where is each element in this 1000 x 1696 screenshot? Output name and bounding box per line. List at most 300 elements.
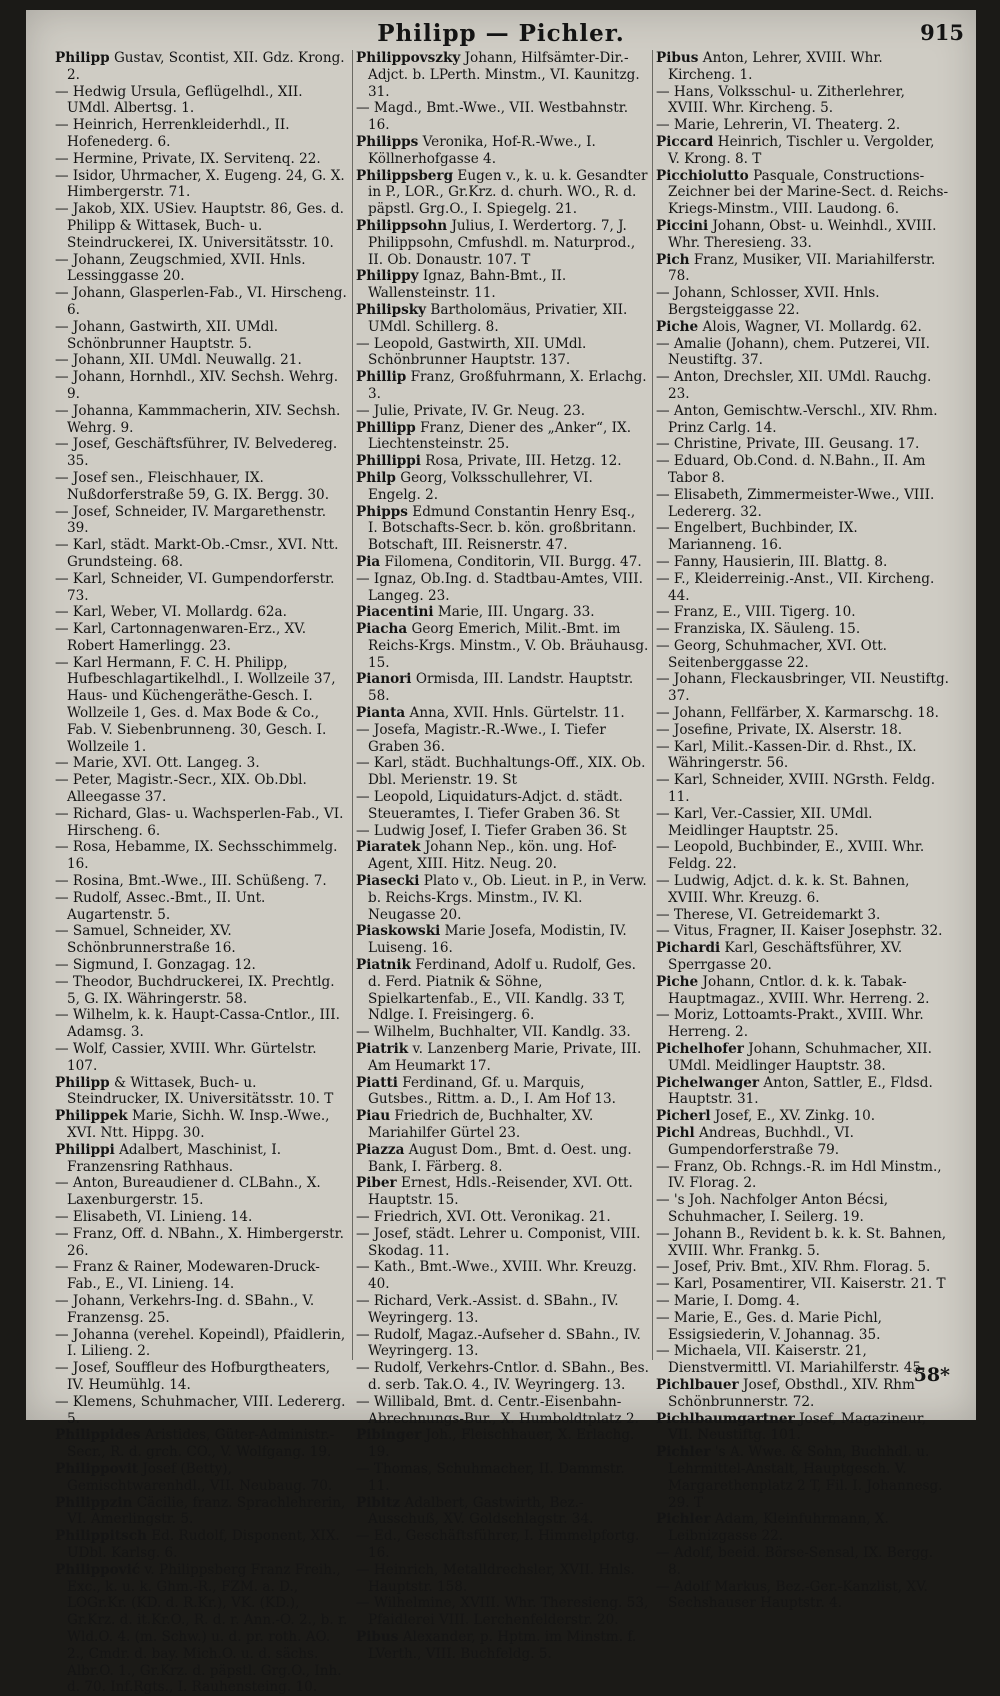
directory-entry [55, 621, 349, 655]
entry-surname: Piau [356, 1108, 391, 1125]
entry-surname: Pich [656, 251, 690, 268]
directory-entry [55, 873, 349, 890]
directory-entry [55, 436, 349, 470]
directory-entry [55, 1226, 349, 1260]
entry-details: — Elisabeth, Zimmermeister-Wwe., VIII. Ledererg. 32. [656, 486, 935, 520]
entry-surname: Phillip [356, 369, 407, 386]
directory-entry [656, 974, 949, 1008]
directory-entry [55, 839, 349, 873]
entry-details: — Moriz, Lottoamts-Prakt., XVIII. Whr. Herreng. 2. [656, 1007, 924, 1041]
directory-entry [656, 1075, 949, 1109]
entry-details: — Magd., Bmt.-Wwe., VII. Westbahnstr. 16. [356, 100, 629, 134]
entry-details: — Friedrich, XVI. Ott. Veronikag. 21. [356, 1208, 611, 1225]
entry-details: — Johann, Schlosser, XVII. Hnls. Bergsteiggasse 22. [656, 285, 880, 318]
entry-details: Heinrich, Tischler u. Vergolder, V. Krong. 8. T [668, 133, 935, 167]
directory-entry [656, 1159, 949, 1193]
directory-entry [356, 369, 649, 403]
directory-entry [656, 940, 949, 974]
entry-details: Adalbert, Maschinist, I. Franzensring Rathhaus. [67, 1141, 282, 1175]
entry-details: — Richard, Glas- u. Wachsperlen-Fab., VI. Hirscheng. 6. [55, 805, 344, 839]
directory-entry [656, 168, 949, 218]
directory-entry [356, 504, 649, 554]
directory-entry [356, 403, 649, 420]
entry-surname: Pichelhofer [656, 1041, 744, 1058]
entry-details: Johann, Obst- u. Weinhdl., XVIII. Whr. Theresieng. 33. [668, 217, 937, 251]
entry-details: Johann Nep., kön. ung. Hof-Agent, XIII. Hitz. Neug. 20. [368, 839, 617, 873]
entry-surname: Pichardi [656, 940, 721, 957]
entry-details: Ernest, Hdls.-Reisender, XVI. Ott. Hauptstr. 15. [368, 1175, 633, 1209]
entry-details: — Klemens, Schuhmacher, VIII. Ledererg. 5. [55, 1393, 346, 1427]
entry-surname: Pibinger [356, 1427, 422, 1444]
entry-surname: Philippovit [55, 1460, 139, 1477]
directory-entry [656, 806, 949, 840]
entry-details: Georg Emerich, Milit.-Bmt. im Reichs-Krgs. Minstm., V. Ob. Bräuhausg. 15. [368, 621, 649, 671]
directory-entry [656, 336, 949, 370]
entry-surname: Picherl [656, 1108, 711, 1125]
entry-details: Ormisda, III. Landstr. Hauptstr. 58. [368, 671, 634, 705]
entry-details: Rosa, Private, III. Hetzg. 12. [425, 453, 622, 470]
directory-entry [356, 1075, 649, 1109]
directory-entry [656, 403, 949, 437]
entry-surname: Piaratek [356, 839, 421, 856]
directory-entry [656, 1343, 949, 1377]
entry-details: Anton, Sattler, E., Fldsd. Hauptstr. 31. [668, 1074, 933, 1108]
directory-entry [656, 1579, 949, 1613]
entry-details: — Leopold, Buchbinder, E., XVIII. Whr. Feldg. 22. [656, 839, 925, 873]
entry-details: Marie Josefa, Modistin, IV. Luiseng. 16. [368, 923, 627, 957]
entry-details: — Michaela, VII. Kaiserstr. 21, Dienstvermittl. VI. Mariahilferstr. 45. [656, 1343, 926, 1377]
directory-entry [656, 772, 949, 806]
entry-details: — Hans, Volksschul- u. Zitherlehrer, XVIII. Whr. Kircheng. 5. [656, 83, 905, 117]
directory-entry [656, 554, 949, 571]
entry-details: — Theodor, Buchdruckerei, IX. Prechtlg. 5, G. IX. Währingerstr. 58. [55, 973, 335, 1007]
directory-entry [55, 1427, 349, 1461]
entry-details: — Josef sen., Fleischhauer, IX. Nußdorferstraße 59, G. IX. Bergg. 30. [55, 469, 330, 503]
directory-entry [356, 1327, 649, 1361]
entry-details: — Johann, Fleckausbringer, VII. Neustiftg. 37. [656, 671, 949, 705]
entry-details: Plato v., Ob. Lieut. in P., in Verw. b. Reichs-Krgs. Minstm., IV. Kl. Neugasse 20. [368, 873, 647, 923]
entry-details: — Marie, E., Ges. d. Marie Pichl, Essigsiederin, V. Johannag. 35. [656, 1309, 882, 1343]
directory-entry [656, 621, 949, 638]
directory-entry [356, 336, 649, 370]
page-signature: 58* [913, 1364, 950, 1386]
directory-entry [356, 923, 649, 957]
directory-entry [656, 134, 949, 168]
directory-entry [656, 285, 949, 319]
directory-entry [55, 1293, 349, 1327]
directory-entry [356, 1595, 649, 1629]
directory-entry [55, 537, 349, 571]
directory-entry [55, 1007, 349, 1041]
directory-entry [656, 1007, 949, 1041]
entry-surname: Phillipp [356, 419, 416, 436]
directory-entry [356, 100, 649, 134]
entry-details: Joh., Fleischhauer, X. Erlachg. 19. [368, 1427, 635, 1461]
directory-entry [656, 1377, 949, 1411]
directory-entry [356, 1293, 649, 1327]
directory-entry [55, 806, 349, 840]
entry-details: — Isidor, Uhrmacher, X. Eugeng. 24, G. X. Himbergerstr. 71. [55, 167, 345, 201]
directory-entry [55, 1562, 349, 1696]
directory-page [26, 10, 976, 1696]
entry-details: — Georg, Schuhmacher, XVI. Ott. Seitenberggasse 22. [656, 637, 887, 671]
entry-details: Alexander, p. Hptm. im Minstm. f. LVerth., VIII. Buchfeldg. 5. [368, 1628, 637, 1662]
directory-entry [55, 319, 349, 353]
directory-entry [356, 470, 649, 504]
entry-surname: Pianta [356, 705, 406, 722]
directory-entry [356, 604, 649, 621]
directory-entry [356, 1427, 649, 1461]
directory-entry [55, 974, 349, 1008]
directory-entry [656, 1192, 949, 1226]
entry-details: — Wilhelm, Buchhalter, VII. Kandlg. 33. [356, 1024, 631, 1041]
directory-entry [55, 957, 349, 974]
entry-surname: Piasecki [356, 873, 420, 890]
directory-entry [656, 117, 949, 134]
entry-details: Johann, Cntlor. d. k. k. Tabak-Hauptmagaz., XVIII. Whr. Herreng. 2. [668, 973, 930, 1007]
directory-entry [356, 1259, 649, 1293]
directory-entry [55, 1394, 349, 1428]
directory-entry [356, 1209, 649, 1226]
entry-surname: Pibus [656, 50, 699, 66]
directory-entry [55, 571, 349, 605]
entry-details: — Thomas, Schuhmacher, II. Dammstr. 11. [356, 1460, 625, 1494]
directory-entry [656, 722, 949, 739]
entry-details: Friedrich de, Buchhalter, XV. Mariahilfer Gürtel 23. [368, 1108, 594, 1141]
entry-surname: Philippović [55, 1561, 141, 1578]
entry-surname: Pibus [356, 1628, 399, 1645]
directory-entry [356, 873, 649, 923]
directory-entry [356, 1394, 649, 1428]
directory-entry [356, 1562, 649, 1596]
entry-details: — Josef, Geschäftsführer, IV. Belvedereg. 35. [55, 436, 338, 470]
entry-details: Georg, Volksschullehrer, VI. Engelg. 2. [368, 469, 593, 503]
entry-details: — Leopold, Liquidaturs-Adjct. d. städt. Steueramtes, I. Tiefer Graben 36. St [356, 789, 623, 822]
entry-details: — Franz & Rainer, Modewaren-Druck-Fab., E., VI. Linieng. 14. [55, 1259, 320, 1293]
entry-details: — Ed., Geschäftsführer, I. Himmelpfortg. 16. [356, 1528, 640, 1561]
directory-entry [55, 1327, 349, 1361]
entry-details: — Elisabeth, VI. Linieng. 14. [55, 1208, 253, 1225]
entry-details: — Kath., Bmt.-Wwe., XVIII. Whr. Kreuzg. 40. [356, 1259, 637, 1293]
entry-surname: Piccard [656, 133, 714, 150]
entry-surname: Philippzin [55, 1494, 133, 1511]
entry-details: Franz, Musiker, VII. Mariahilferstr. 78. [668, 251, 936, 285]
entry-details: Franz, Diener des „Anker“, IX. Liechtensteinstr. 25. [368, 419, 632, 453]
directory-entry [55, 252, 349, 286]
directory-entry [656, 1108, 949, 1125]
directory-entry [356, 705, 649, 722]
directory-entry [55, 1259, 349, 1293]
entry-surname: Piacentini [356, 604, 434, 621]
entry-details: — Karl, städt. Buchhaltungs-Off., XIX. Ob. Dbl. Merienstr. 19. St [356, 755, 646, 789]
entry-details: — Adolf Markus, Bez.-Ger.-Kanzlist, XV. Sechshauser Hauptstr. 4. [656, 1578, 928, 1612]
entry-details: — Johann, XII. UMdl. Neuwallg. 21. [55, 352, 302, 369]
entry-surname: Piatrik [356, 1041, 409, 1058]
directory-entry [656, 705, 949, 722]
entry-details: Franz, Großfuhrmann, X. Erlachg. 3. [368, 369, 647, 402]
entry-details: — Johann, Verkehrs-Ing. d. SBahn., V. Franzensg. 25. [55, 1292, 315, 1326]
directory-entry [55, 504, 349, 538]
entry-details: — Franziska, IX. Säuleng. 15. [656, 621, 861, 638]
entry-details: — Willibald, Bmt. d. Centr.-Eisenbahn-Abrechnungs-Bur., X. Humboldtplatz 2. [356, 1393, 639, 1427]
entry-details: — Josef, städt. Lehrer u. Componist, VIII. Skodag. 11. [356, 1225, 641, 1259]
entry-details: — Rudolf, Magaz.-Aufseher d. SBahn., IV. Weyringerg. 13. [356, 1326, 641, 1360]
entry-details: — Josef, Schneider, IV. Margarethenstr. 39. [55, 503, 327, 537]
entry-details: Josef (Betty), Gemischtwarenhdl., VII. Neubaug. 70. [67, 1460, 333, 1494]
entry-details: — Josef, Souffleur des Hofburgtheaters, IV. Heumühlg. 14. [55, 1360, 331, 1393]
entry-details: — Ludwig, Adjct. d. k. k. St. Bahnen, XVIII. Whr. Kreuzg. 6. [656, 873, 910, 906]
entry-details: — Johann, Gastwirth, XII. UMdl. Schönbrunner Hauptstr. 5. [55, 318, 279, 352]
directory-entry [55, 755, 349, 772]
directory-entry [55, 1108, 349, 1142]
entry-surname: Phillippi [356, 453, 421, 470]
directory-entry [356, 1175, 649, 1209]
entry-details: Andreas, Buchhdl., VI. Gumpendorferstraße 79. [668, 1125, 854, 1158]
entry-surname: Piber [356, 1175, 397, 1192]
entry-surname: Pichelwanger [656, 1074, 760, 1091]
directory-entry [656, 1310, 949, 1344]
directory-entry [656, 50, 949, 84]
entry-surname: Philp [356, 469, 396, 486]
directory-entry [356, 453, 649, 470]
entry-details: Filomena, Conditorin, VII. Burgg. 47. [384, 553, 642, 570]
directory-entry [55, 1075, 349, 1109]
directory-entry [55, 1175, 349, 1209]
entry-details: — Karl, städt. Markt-Ob.-Cmsr., XVI. Ntt. Grundsteing. 68. [55, 537, 339, 570]
entry-surname: Phipps [356, 503, 408, 520]
entry-details: Veronika, Hof-R.-Wwe., I. Köllnerhofgasse 4. [368, 133, 596, 167]
entry-details: — Johann, Hornhdl., XIV. Sechsh. Wehrg. 9. [55, 369, 339, 402]
directory-entry [656, 739, 949, 773]
entry-details: Josef, E., XV. Zinkg. 10. [714, 1108, 876, 1125]
directory-entry [656, 1444, 949, 1511]
entry-details: — Johann, Glasperlen-Fab., VI. Hirscheng. 6. [55, 285, 347, 318]
entry-details: — Johann, Fellfärber, X. Karmarschg. 18. [656, 705, 939, 722]
directory-entry [656, 1259, 949, 1276]
entry-details: v. Lanzenberg Marie, Private, III. Am Heumarkt 17. [368, 1041, 642, 1074]
directory-entry [356, 268, 649, 302]
directory-entry [356, 1461, 649, 1495]
directory-entry [356, 420, 649, 454]
directory-entry [356, 839, 649, 873]
entry-surname: Piccini [656, 217, 709, 234]
directory-entry [55, 890, 349, 924]
directory-entry [55, 50, 349, 84]
directory-entry [356, 1226, 649, 1260]
directory-columns [52, 50, 964, 1696]
entry-details: Ferdinand, Adolf u. Rudolf, Ges. d. Ferd. Piatnik & Söhne, Spielkartenfab., E., VII. Kandlg. 33 T, Ndlge. I. Freisingerg. 6. [368, 957, 636, 1024]
directory-entry [356, 957, 649, 1024]
entry-details: — Jakob, XIX. USiev. Hauptstr. 86, Ges. d. Philipp & Wittasek, Buch- u. Steindruckerei, IX. Universitätsstr. 10. [55, 201, 344, 251]
directory-entry [656, 671, 949, 705]
entry-details: — Rosina, Bmt.-Wwe., III. Schüßeng. 7. [55, 873, 327, 890]
entry-details: — Karl Hermann, F. C. H. Philipp, Hufbeschlagartikelhdl., I. Wollzeile 37, Haus- und Küchengeräthe-Gesch. I. Wollzeile 1, Ges. d. Max Bode & Co., Fab. V. Siebenbrunneng. 30, Gesch. I. Wollzeile 1. [55, 654, 336, 755]
directory-entry [356, 302, 649, 336]
entry-details: Aristides, Güter-Administr.-Secr., R. d. grch. CO., V. Wolfgang. 19. [67, 1427, 335, 1461]
entry-surname: Philippides [55, 1427, 141, 1444]
entry-details: — Johann B., Revident b. k. k. St. Bahnen, XVIII. Whr. Frankg. 5. [656, 1225, 947, 1259]
entry-details: Josef, Obsthdl., XIV. Rhm Schönbrunnerstr. 72. [668, 1376, 915, 1410]
entry-details: — Marie, XVI. Ott. Langeg. 3. [55, 755, 260, 772]
entry-details: — Christine, Private, III. Geusang. 17. [656, 436, 920, 453]
directory-column-2 [352, 50, 652, 1662]
entry-surname: Piacha [356, 621, 408, 638]
entry-surname: Philippsberg [356, 167, 454, 184]
entry-details: — Therese, VI. Getreidemarkt 3. [656, 906, 881, 923]
directory-entry [55, 1360, 349, 1394]
entry-surname: Pia [356, 553, 381, 570]
entry-details: — Karl, Ver.-Cassier, XII. UMdl. Meidlinger Hauptstr. 25. [656, 805, 873, 839]
directory-entry [656, 1125, 949, 1159]
entry-details: — Adolf, beeid. Börse-Sensal, IX. Bergg. 8. [656, 1544, 934, 1578]
directory-entry [55, 1209, 349, 1226]
entry-details: — Josefa, Magistr.-R.-Wwe., I. Tiefer Graben 36. [356, 721, 606, 755]
entry-details: v. Philippsberg Franz Freih., Exc., k. u. k. Ghm.-R., FZM. a. D., LOGr.Kr. (KD. d. R.Kr.), VK. (KD.), Gr.Krz. d. it.Kr.O., R. d. r. Ann.-O. 2., b. r. Wld.O. 4. (m. Schw.) u. d. pr. roth. AO. 2., Cmdr. d. bay. Mich.O. u. d. sächs. Albr.O. 1., Gr.Krz. d. päpstl. Grg.O., Inh. d. 70. Inf.Rgts., I. Rauhensteing. 10. [67, 1561, 348, 1696]
directory-entry [656, 520, 949, 554]
entry-details: — Franz, Off. d. NBahn., X. Himbergerstr. 26. [55, 1225, 344, 1259]
entry-details: — Franz, Ob. Rchngs.-R. im Hdl Minstm., IV. Florag. 2. [656, 1158, 942, 1192]
entry-details: — Karl, Schneider, XVIII. NGrsth. Feldg. 11. [656, 772, 936, 806]
entry-details: — Johann, Zeugschmied, XVII. Hnls. Lessinggasse 20. [55, 251, 306, 285]
directory-entry [356, 1629, 649, 1663]
entry-details: — Karl, Posamentirer, VII. Kaiserstr. 21. T [656, 1276, 946, 1293]
entry-details: Anton, Lehrer, XVIII. Whr. Kircheng. 1. [668, 50, 883, 83]
directory-entry [656, 1411, 949, 1445]
entry-surname: Picchiolutto [656, 167, 749, 184]
entry-details: — Heinrich, Herrenkleiderhdl., II. Hofenederg. 6. [55, 117, 290, 150]
directory-entry [656, 638, 949, 672]
entry-details: — Anton, Gemischtw.-Verschl., XIV. Rhm. Prinz Carlg. 14. [656, 402, 938, 436]
directory-entry [656, 1276, 949, 1293]
directory-entry [356, 671, 649, 705]
entry-details: — Johanna (verehel. Kopeindl), Pfaidlerin, I. Lilieng. 2. [55, 1326, 346, 1360]
directory-entry [356, 134, 649, 168]
directory-entry [55, 201, 349, 251]
entry-details: — Rosa, Hebamme, IX. Sechsschimmelg. 16. [55, 839, 338, 873]
directory-entry [356, 1528, 649, 1562]
entry-details: Julius, I. Werdertorg. 7, J. Philippsohn, Cmfushdl. m. Naturprod., II. Ob. Donaustr. 107. T [368, 217, 636, 268]
directory-entry [656, 1226, 949, 1260]
entry-details: — Johanna, Kammmacherin, XIV. Sechsh. Wehrg. 9. [55, 402, 341, 436]
directory-entry [356, 755, 649, 789]
entry-details: Bartholomäus, Privatier, XII. UMdl. Schillerg. 8. [368, 301, 628, 335]
directory-entry [55, 604, 349, 621]
entry-details: — 's Joh. Nachfolger Anton Bécsi, Schuhmacher, I. Seilerg. 19. [656, 1192, 889, 1225]
entry-surname: Philippek [55, 1108, 128, 1125]
entry-surname: Pianori [356, 671, 412, 688]
entry-surname: Pichlbaumgartner [656, 1410, 795, 1427]
entry-details: — Leopold, Gastwirth, XII. UMdl. Schönbrunner Hauptstr. 137. [356, 335, 587, 369]
directory-entry [55, 470, 349, 504]
entry-details: — Rudolf, Verkehrs-Cntlor. d. SBahn., Bes. d. serb. Tak.O. 4., IV. Weyringerg. 13. [356, 1360, 649, 1393]
running-head: Philipp — Pichler. [377, 20, 625, 47]
directory-entry [55, 151, 349, 168]
entry-details: Anna, XVII. Hnls. Gürtelstr. 11. [409, 705, 625, 722]
directory-entry [55, 369, 349, 403]
entry-surname: Piazza [356, 1141, 405, 1158]
entry-details: — Heinrich, Metalldrechsler, XVII. Hnls. Hauptstr. 158. [356, 1561, 635, 1595]
entry-surname: Philippitsch [55, 1528, 147, 1545]
directory-entry [656, 436, 949, 453]
entry-details: — Marie, I. Domg. 4. [656, 1292, 800, 1309]
directory-entry [656, 487, 949, 521]
entry-details: — Samuel, Schneider, XV. Schönbrunnerstraße 16. [55, 923, 236, 957]
directory-entry [356, 823, 649, 840]
directory-entry [55, 84, 349, 118]
directory-entry [656, 84, 949, 118]
entry-details: Gustav, Scontist, XII. Gdz. Krong. 2. [67, 50, 345, 83]
directory-entry [356, 1041, 649, 1075]
entry-details: Cäcilie, franz. Sprachlehrerin, VI. Amerlingstr. 5. [67, 1494, 346, 1528]
directory-entry [656, 453, 949, 487]
entry-details: — Fanny, Hausierin, III. Blattg. 8. [656, 553, 888, 570]
entry-surname: Pichl [656, 1125, 695, 1141]
entry-details: — Josefine, Private, IX. Alserstr. 18. [656, 721, 903, 738]
entry-details: — Karl, Weber, VI. Mollardg. 62a. [55, 604, 287, 621]
directory-entry [656, 1041, 949, 1075]
directory-entry [656, 873, 949, 907]
entry-details: Ferdinand, Gf. u. Marquis, Gutsbes., Rittm. a. D., I. Am Hof 13. [368, 1074, 616, 1108]
directory-entry [55, 772, 349, 806]
entry-details: Pasquale, Constructions-Zeichner bei der Marine-Sect. d. Reichs-Kriegs-Minstm., VIII. Laudong. 6. [668, 167, 949, 218]
entry-details: Eugen v., k. u. k. Gesandter in P., LOR., Gr.Krz. d. churh. WO., R. d. päpstl. Grg.O., I. Spiegelg. 21. [368, 167, 648, 218]
entry-details: Adam, Kleinfuhrmann, X. Leibnizgasse 22. [668, 1511, 889, 1545]
directory-entry [356, 722, 649, 756]
entry-details: — Karl, Milit.-Kassen-Dir. d. Rhst., IX. Währingerstr. 56. [656, 738, 917, 772]
directory-entry [656, 252, 949, 286]
entry-details: — Marie, Lehrerin, VI. Theaterg. 2. [656, 117, 901, 134]
entry-details: — Rudolf, Assec.-Bmt., II. Unt. Augartenstr. 5. [55, 889, 266, 923]
entry-details: Ignaz, Bahn-Bmt., II. Wallensteinstr. 11. [368, 268, 567, 302]
entry-details: Alois, Wagner, VI. Mollardg. 62. [702, 318, 922, 335]
directory-entry [55, 1495, 349, 1529]
directory-entry [356, 789, 649, 823]
entry-details: Edmund Constantin Henry Esq., I. Botschafts-Secr. b. kön. großbritann. Botschaft, III. Reisnerstr. 47. [368, 503, 637, 554]
entry-surname: Philipps [356, 133, 419, 150]
directory-entry [656, 369, 949, 403]
directory-entry [55, 1142, 349, 1176]
directory-entry [656, 218, 949, 252]
directory-entry [656, 1545, 949, 1579]
directory-entry [55, 655, 349, 756]
entry-surname: Philippy [356, 268, 419, 285]
directory-entry [656, 839, 949, 873]
directory-entry [55, 1528, 349, 1562]
entry-details: — F., Kleiderreinig.-Anst., VII. Kircheng. 44. [656, 570, 935, 604]
entry-details: Johann, Schuhmacher, XII. UMdl. Meidlinger Hauptstr. 38. [668, 1041, 932, 1074]
entry-details: — Hedwig Ursula, Geflügelhdl., XII. UMdl. Albertsg. 1. [55, 83, 303, 117]
directory-entry [356, 571, 649, 605]
entry-details: August Dom., Bmt. d. Oest. ung. Bank, I. Färberg. 8. [368, 1141, 632, 1175]
entry-surname: Philippovszky [356, 50, 461, 66]
entry-details: — Ignaz, Ob.Ing. d. Stadtbau-Amtes, VIII. Langeg. 23. [356, 570, 643, 604]
directory-entry [55, 1041, 349, 1075]
entry-details: Marie, III. Ungarg. 33. [437, 604, 595, 621]
entry-surname: Piatnik [356, 957, 411, 974]
entry-details: Karl, Geschäftsführer, XV. Sperrgasse 20. [668, 940, 903, 974]
directory-entry [356, 621, 649, 671]
entry-surname: Philippsohn [356, 217, 448, 234]
directory-entry [656, 571, 949, 605]
entry-details: — Engelbert, Buchbinder, IX. Marianneng. 16. [656, 520, 858, 554]
entry-details: — Wilhelm, k. k. Haupt-Cassa-Cntlor., III. Adamsg. 3. [55, 1007, 340, 1041]
entry-details: — Josef, Priv. Bmt., XIV. Rhm. Florag. 5. [656, 1259, 931, 1276]
entry-details: — Peter, Magistr.-Secr., XIX. Ob.Dbl. Alleegasse 37. [55, 772, 307, 806]
entry-details: — Julie, Private, IV. Gr. Neug. 23. [356, 402, 586, 419]
entry-details: — Wilhelmine, XVIII. Whr. Theresieng. 53, Pfaidlerei VIII. Lerchenfelderstr. 20. [356, 1595, 649, 1629]
directory-entry [656, 1511, 949, 1545]
entry-details: Ed. Rudolf, Disponent, XIX. UDbl. Karlsg. 6. [67, 1528, 340, 1561]
